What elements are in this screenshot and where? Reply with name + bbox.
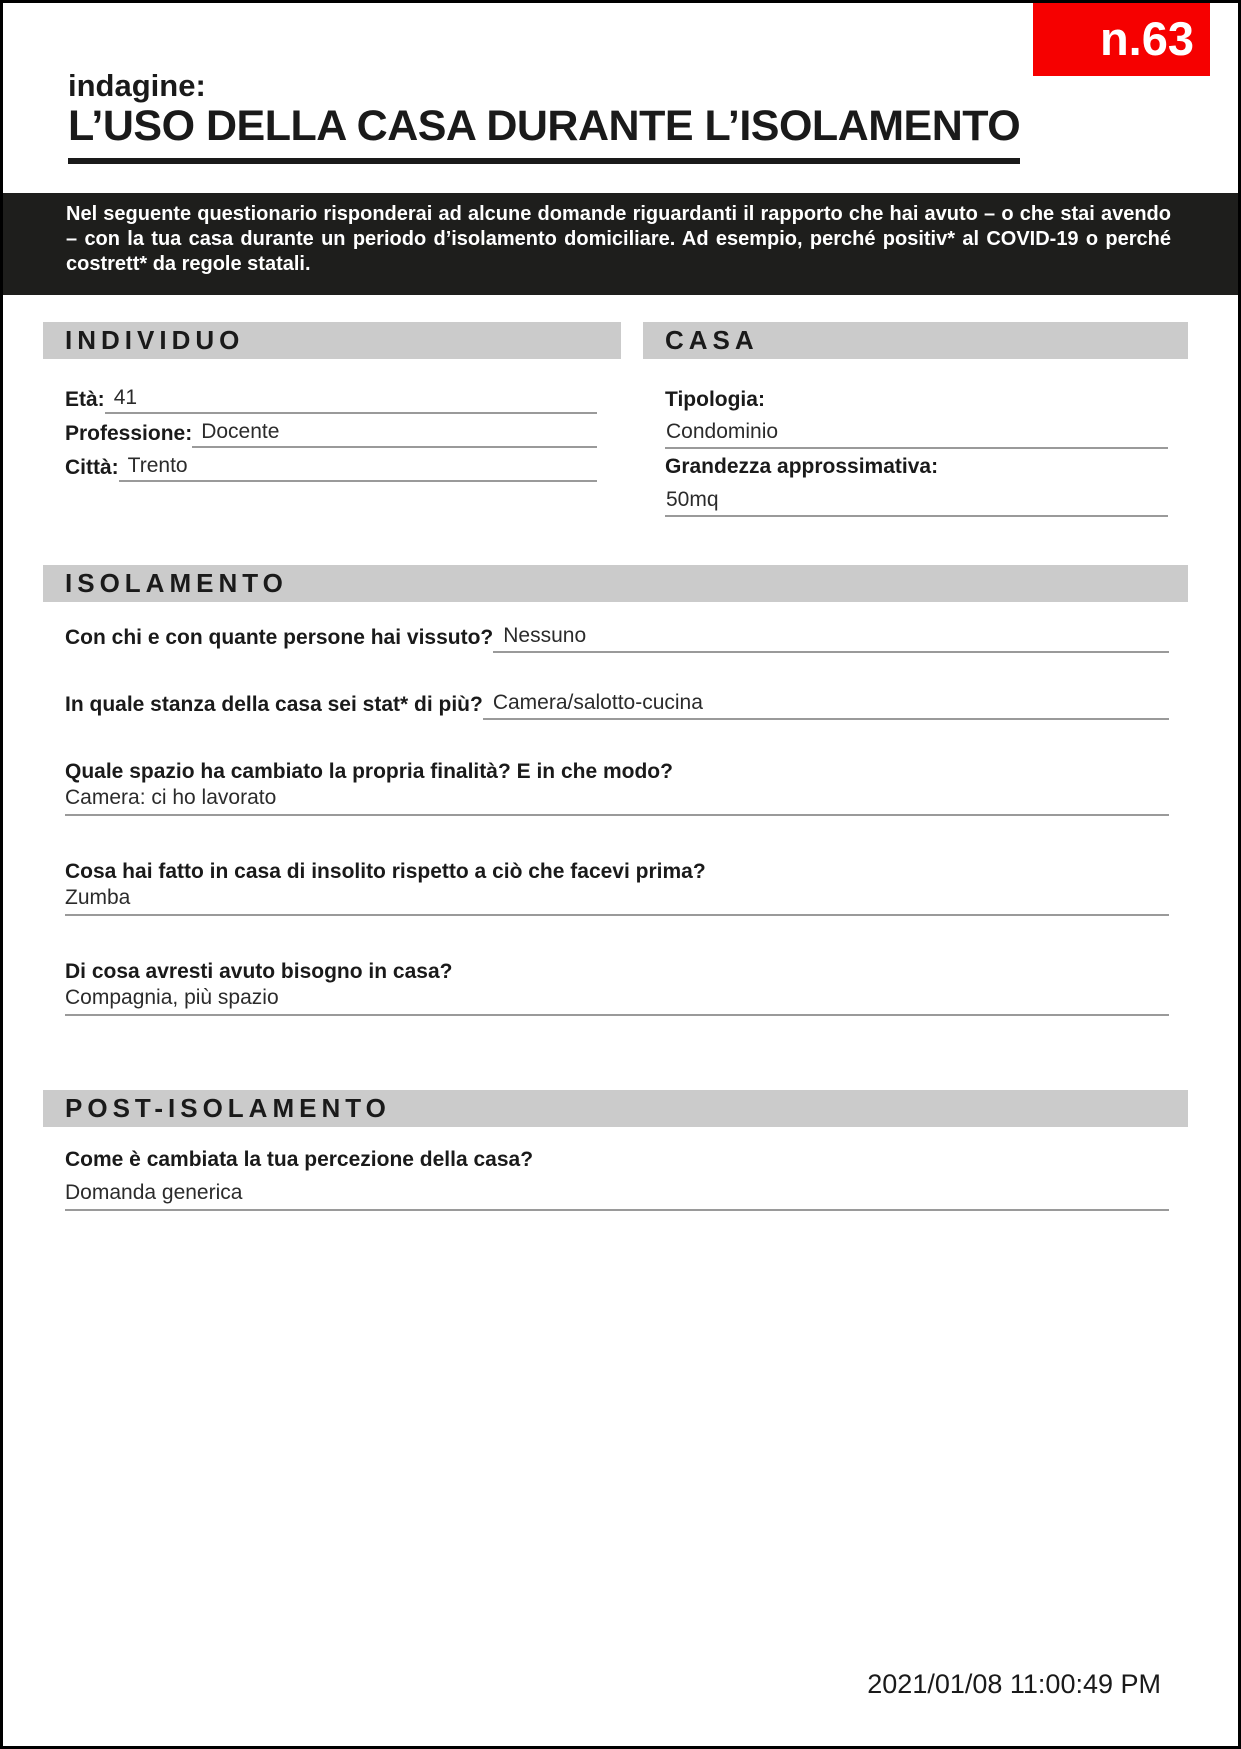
question-vissuto <box>65 624 1169 653</box>
field-citta-label: Città: <box>65 456 119 479</box>
field-grandezza-label: Grandezza approssimativa: <box>665 455 939 478</box>
survey-kicker: indagine: <box>68 68 206 103</box>
question-stanza-text: In quale stanza della casa sei stat* di più? <box>65 693 483 716</box>
question-bisogno-text: Di cosa avresti avuto bisogno in casa? <box>65 960 453 983</box>
field-professione <box>65 420 597 448</box>
question-vissuto-answer: Nessuno <box>493 624 1169 653</box>
field-eta-value: 41 <box>105 386 597 414</box>
intro-paragraph: Nel seguente questionario risponderai ad alcune domande riguardanti il rapporto che hai avuto – o che stai avendo – con la tua casa durante un periodo d’isolamento domiciliare. Ad esempio, perché positiv* al COVID-19 o perché costrett* da regole statali. <box>0 193 1241 295</box>
page-title: L’USO DELLA CASA DURANTE L’ISOLAMENTO <box>68 102 1020 164</box>
question-insolito-text: Cosa hai fatto in casa di insolito rispetto a ciò che facevi prima? <box>65 860 706 883</box>
field-professione-label: Professione: <box>65 422 193 445</box>
field-grandezza-value: 50mq <box>665 488 1168 517</box>
question-insolito-answer: Zumba <box>65 886 1169 916</box>
field-tipologia-value: Condominio <box>665 420 1168 449</box>
question-spazio-text: Quale spazio ha cambiato la propria finalità? E in che modo? <box>65 760 673 783</box>
question-percezione-text: Come è cambiata la tua percezione della casa? <box>65 1148 534 1171</box>
field-citta-value: Trento <box>119 454 597 482</box>
survey-number-badge: n.63 <box>1033 3 1210 76</box>
question-stanza-answer: Camera/salotto-cucina <box>483 691 1169 720</box>
section-header-isolamento: ISOLAMENTO <box>43 565 1188 602</box>
question-spazio-answer: Camera: ci ho lavorato <box>65 786 1169 816</box>
section-header-post-isolamento: POST-ISOLAMENTO <box>43 1090 1188 1127</box>
question-bisogno-answer: Compagnia, più spazio <box>65 986 1169 1016</box>
field-tipologia-label: Tipologia: <box>665 388 765 411</box>
field-professione-value: Docente <box>192 420 597 448</box>
timestamp: 2021/01/08 11:00:49 PM <box>867 1669 1161 1699</box>
section-header-casa: CASA <box>643 322 1188 359</box>
question-stanza <box>65 691 1169 720</box>
question-percezione-answer: Domanda generica <box>65 1181 1169 1211</box>
section-header-individuo: INDIVIDUO <box>43 322 621 359</box>
field-citta <box>65 454 597 482</box>
field-eta-label: Età: <box>65 388 105 411</box>
field-eta <box>65 386 597 414</box>
question-vissuto-text: Con chi e con quante persone hai vissuto? <box>65 626 494 649</box>
